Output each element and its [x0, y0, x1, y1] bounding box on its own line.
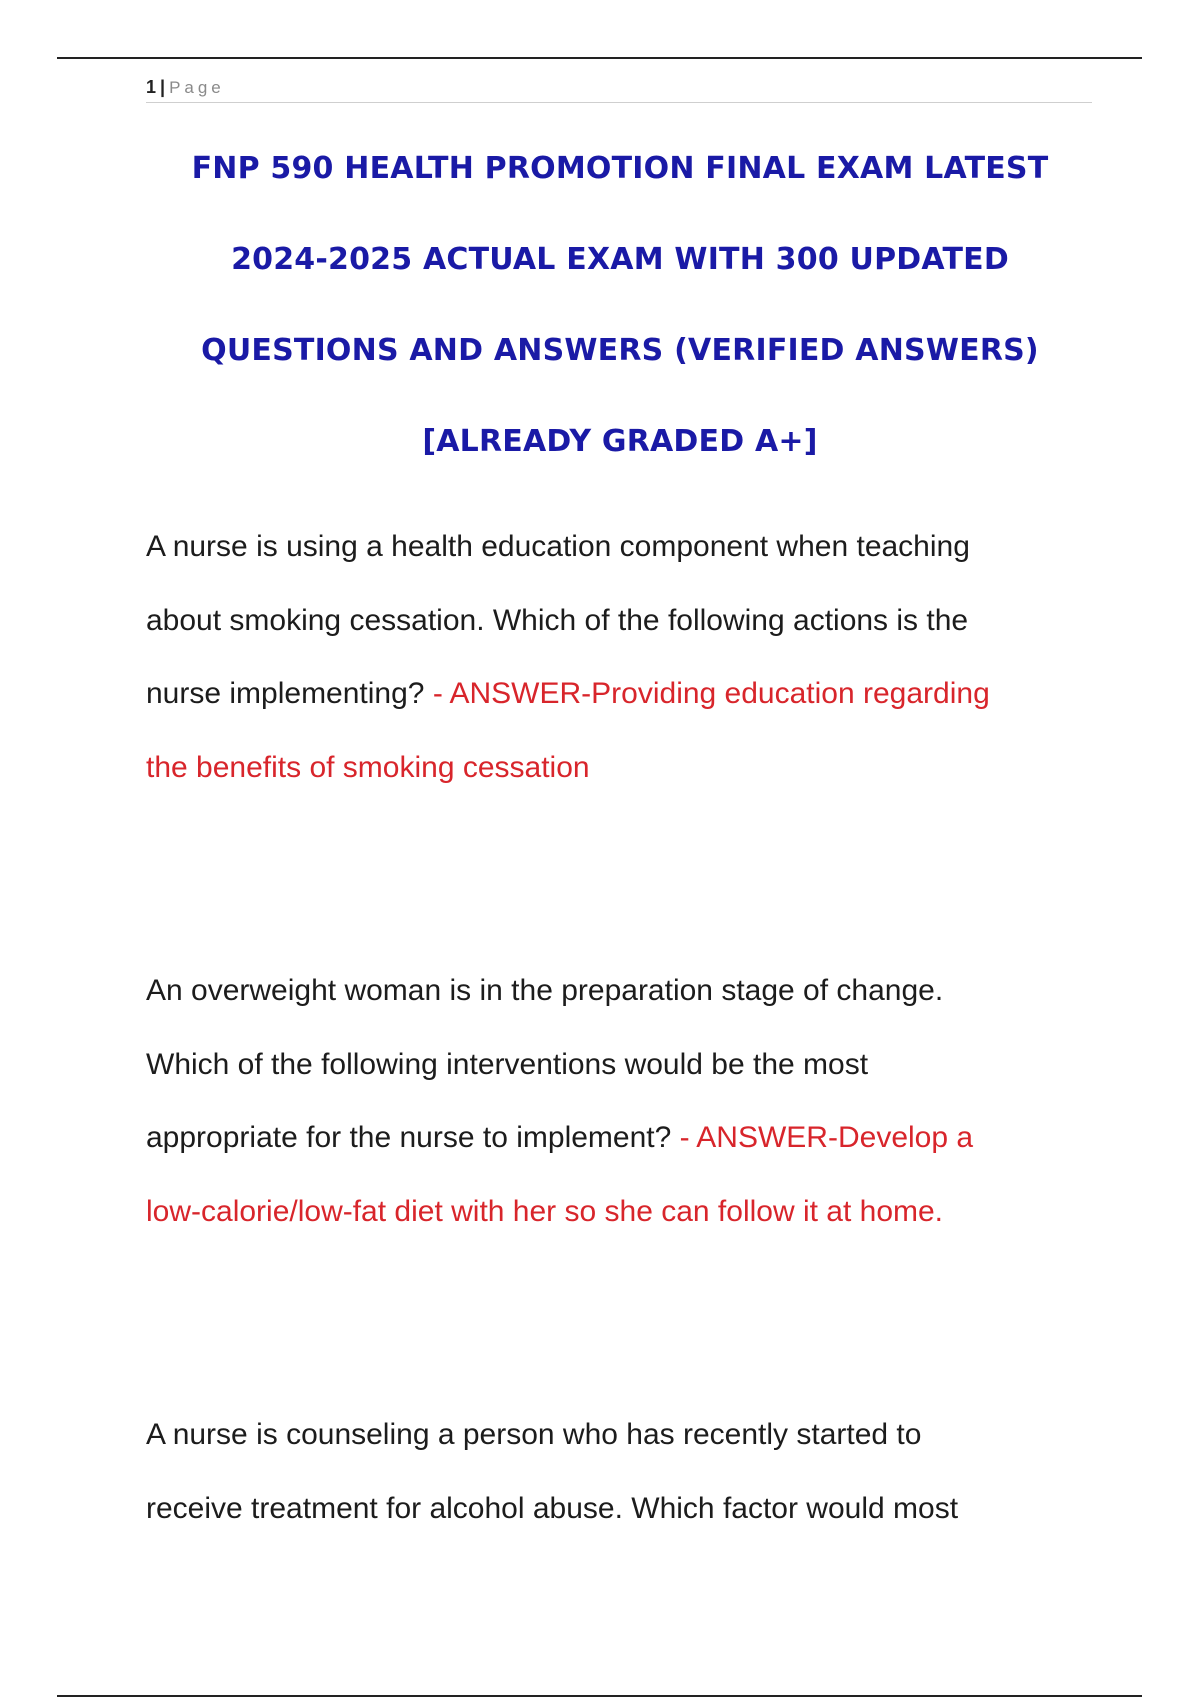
- question-line: A nurse is using a health education component when teaching: [146, 530, 970, 563]
- question-answer-line: [146, 657, 1086, 731]
- question-answer-1: [146, 510, 1086, 804]
- page-number: 1: [146, 77, 157, 97]
- page-separator: |: [160, 77, 166, 97]
- question-text: [146, 954, 1086, 1248]
- question-line: nurse implementing?: [146, 677, 425, 710]
- question-answer-3: [146, 1398, 1086, 1545]
- question-line: receive treatment for alcohol abuse. Which factor would most: [146, 1491, 959, 1525]
- answer-line: low-calorie/low-fat diet with her so she can follow it at home.: [146, 1194, 944, 1228]
- question-answer-line: [146, 1101, 1086, 1175]
- top-rule: [57, 57, 1142, 59]
- page-label: Page: [169, 78, 225, 97]
- title-line: 2024-2025 ACTUAL EXAM WITH 300 UPDATED: [231, 242, 1009, 277]
- page-header: [146, 74, 1092, 103]
- answer-text: - ANSWER-Providing education regarding: [424, 677, 990, 710]
- document-body: [146, 510, 1086, 1695]
- question-line: appropriate for the nurse to implement?: [146, 1121, 672, 1154]
- question-line: A nurse is counseling a person who has recently started to: [146, 1418, 922, 1451]
- question-text: [146, 1398, 1086, 1545]
- question-answer-2: [146, 954, 1086, 1248]
- question-line: An overweight woman is in the preparation stage of change.: [146, 974, 944, 1007]
- document-title: [140, 132, 1100, 496]
- answer-text: - ANSWER-Develop a: [671, 1121, 974, 1154]
- title-line: FNP 590 HEALTH PROMOTION FINAL EXAM LATEST: [191, 151, 1049, 186]
- title-line: QUESTIONS AND ANSWERS (VERIFIED ANSWERS): [201, 333, 1039, 368]
- bottom-rule: [57, 1695, 1142, 1697]
- question-line: Which of the following interventions would be the most: [146, 1047, 869, 1081]
- question-line: about smoking cessation. Which of the following actions is the: [146, 603, 969, 637]
- title-line: [ALREADY GRADED A+]: [422, 424, 818, 459]
- question-text: [146, 510, 1086, 804]
- answer-line: the benefits of smoking cessation: [146, 750, 590, 784]
